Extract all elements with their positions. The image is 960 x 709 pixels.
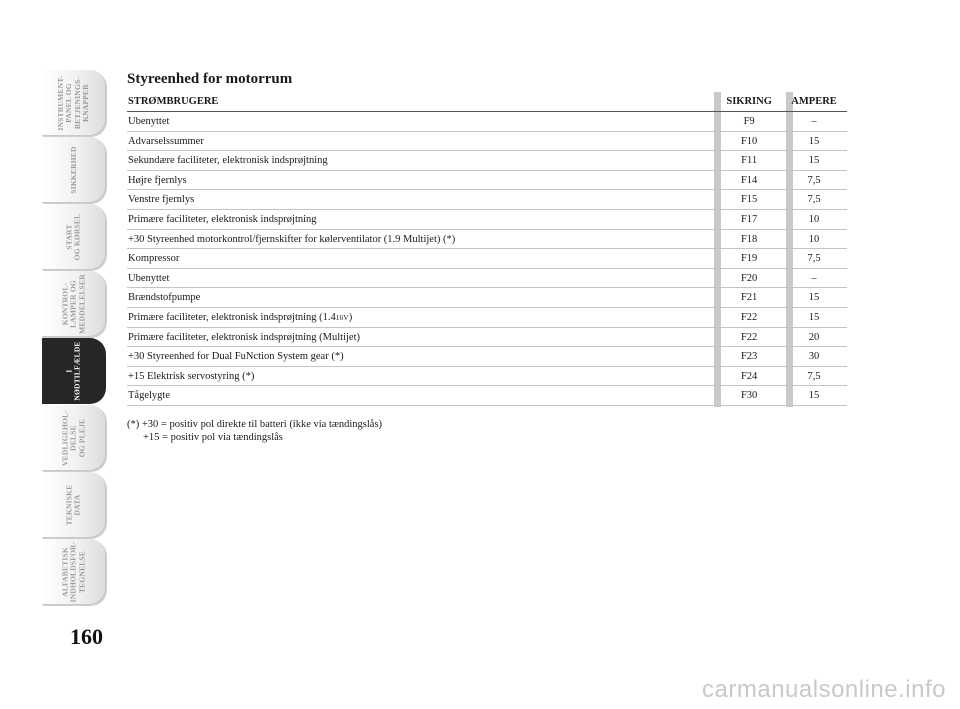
- footnote-line: (*) +30 = positiv pol direkte til batteri (ikke via tændingslås): [127, 418, 383, 430]
- consumer-name: Tågelygte: [128, 390, 170, 402]
- ampere-value: 7,5: [807, 253, 821, 265]
- fuse-id: F18: [740, 233, 758, 245]
- tab-label: KONTROL- LAMPER OG MEDDELELSER: [60, 274, 87, 334]
- table-row: [127, 347, 847, 367]
- consumer-name: +30 Styreenhed motorkontrol/fjernskifter for kølerventilator (1.9 Multijet) (*): [128, 233, 456, 245]
- fuse-id: F24: [740, 370, 758, 382]
- table-row: [127, 249, 847, 269]
- table-row: [127, 269, 847, 289]
- table-header: [127, 92, 847, 112]
- table-row: [127, 171, 847, 191]
- consumer-name: +15 Elektrisk servostyring (*): [128, 370, 255, 382]
- tab-maintenance[interactable]: [42, 405, 106, 471]
- tab-technical-data[interactable]: [42, 472, 106, 538]
- tab-label: SIKKERHED: [68, 146, 78, 194]
- ampere-value: 15: [808, 292, 820, 304]
- fuse-id: F14: [740, 174, 758, 186]
- ampere-value: 15: [808, 390, 820, 402]
- engine-suffix: 16V: [335, 312, 349, 322]
- consumer-name: Brændstofpumpe: [128, 292, 201, 304]
- tab-label: INSTRUMENT- PANEL OG BETJENINGS- KNAPPER: [56, 75, 91, 131]
- fuse-id: F23: [740, 351, 758, 363]
- consumer-name-main: Primære faciliteter, elektronisk indsprøjtning (1.4: [128, 311, 336, 323]
- tab-emergency[interactable]: [42, 338, 106, 404]
- consumer-name: Højre fjernlys: [128, 174, 187, 186]
- table-row: [127, 230, 847, 250]
- consumer-name-end: ): [348, 311, 353, 323]
- fuse-id: F20: [740, 272, 758, 284]
- tab-label: I NØDTILFÆLDE: [64, 341, 82, 401]
- section-title: Styreenhed for motorrum: [127, 71, 293, 87]
- fuse-table: [127, 92, 847, 406]
- tab-safety[interactable]: [42, 137, 106, 203]
- table-row: [127, 386, 847, 406]
- fuse-id: F9: [743, 116, 755, 127]
- ampere-value: 10: [808, 213, 820, 225]
- tab-label: VEDLIGEHOL- DELSE OG PLEJE: [60, 410, 87, 466]
- table-row: [127, 367, 847, 387]
- consumer-name: Sekundære faciliteter, elektronisk indsprøjtning: [128, 155, 328, 167]
- ampere-value: 15: [808, 155, 820, 167]
- table-row: [127, 132, 847, 152]
- tab-label: ALFABETISK INDHOLDSFOR- TEGNELSE: [60, 541, 87, 603]
- fuse-id: F15: [740, 194, 758, 206]
- ampere-value: 15: [808, 311, 820, 323]
- header-consumer: STRØMBRUGERE: [128, 96, 219, 107]
- ampere-value: –: [811, 116, 817, 127]
- page-number: 160: [70, 624, 103, 649]
- consumer-name: Advarselssummer: [128, 135, 204, 147]
- fuse-id: F11: [741, 155, 758, 167]
- ampere-value: 7,5: [807, 370, 821, 382]
- tab-label: START OG KØRSEL: [64, 213, 82, 261]
- ampere-value: 7,5: [807, 174, 821, 186]
- table-row: [127, 328, 847, 348]
- fuse-id: F22: [740, 311, 758, 323]
- consumer-name: +30 Styreenhed for Dual FuNction System gear (*): [128, 351, 344, 363]
- tab-warning-lights[interactable]: [42, 271, 106, 337]
- consumer-name: [127, 308, 717, 327]
- tab-label: TEKNISKE DATA: [64, 484, 82, 526]
- ampere-value: 20: [808, 331, 820, 343]
- ampere-value: 10: [808, 233, 820, 245]
- fuse-id: F17: [740, 213, 758, 225]
- table-row: [127, 210, 847, 230]
- consumer-name: Primære faciliteter, elektronisk indsprøjtning (Multijet): [128, 331, 360, 343]
- table-row: [127, 288, 847, 308]
- ampere-value: 30: [808, 351, 820, 363]
- fuse-id: F19: [740, 253, 758, 265]
- consumer-name: Ubenyttet: [128, 272, 170, 284]
- consumer-name: Venstre fjernlys: [128, 194, 195, 206]
- tab-start-driving[interactable]: [42, 204, 106, 270]
- ampere-value: –: [811, 272, 817, 284]
- ampere-value: 7,5: [807, 194, 821, 206]
- header-ampere: AMPERE: [791, 96, 837, 107]
- header-fuse: SIKRING: [726, 96, 772, 107]
- footnotes: [127, 418, 847, 444]
- consumer-name: Kompressor: [128, 253, 180, 265]
- main-content: [127, 70, 847, 444]
- table-row: [127, 190, 847, 210]
- fuse-id: F21: [740, 292, 758, 304]
- consumer-name: Ubenyttet: [128, 116, 170, 127]
- footnote-line: +15 = positiv pol via tændingslås: [143, 431, 283, 443]
- fuse-id: F30: [740, 390, 758, 402]
- fuse-id: F22: [740, 331, 758, 343]
- tab-instrument-panel[interactable]: [42, 70, 106, 136]
- ampere-value: 15: [808, 135, 820, 147]
- fuse-id: F10: [740, 135, 758, 147]
- table-row: [127, 112, 847, 132]
- table-row: [127, 151, 847, 171]
- table-row: [127, 308, 847, 328]
- watermark: carmanualsonline.info: [702, 676, 946, 703]
- tab-index[interactable]: [42, 539, 106, 605]
- consumer-name: Primære faciliteter, elektronisk indsprøjtning: [128, 213, 317, 225]
